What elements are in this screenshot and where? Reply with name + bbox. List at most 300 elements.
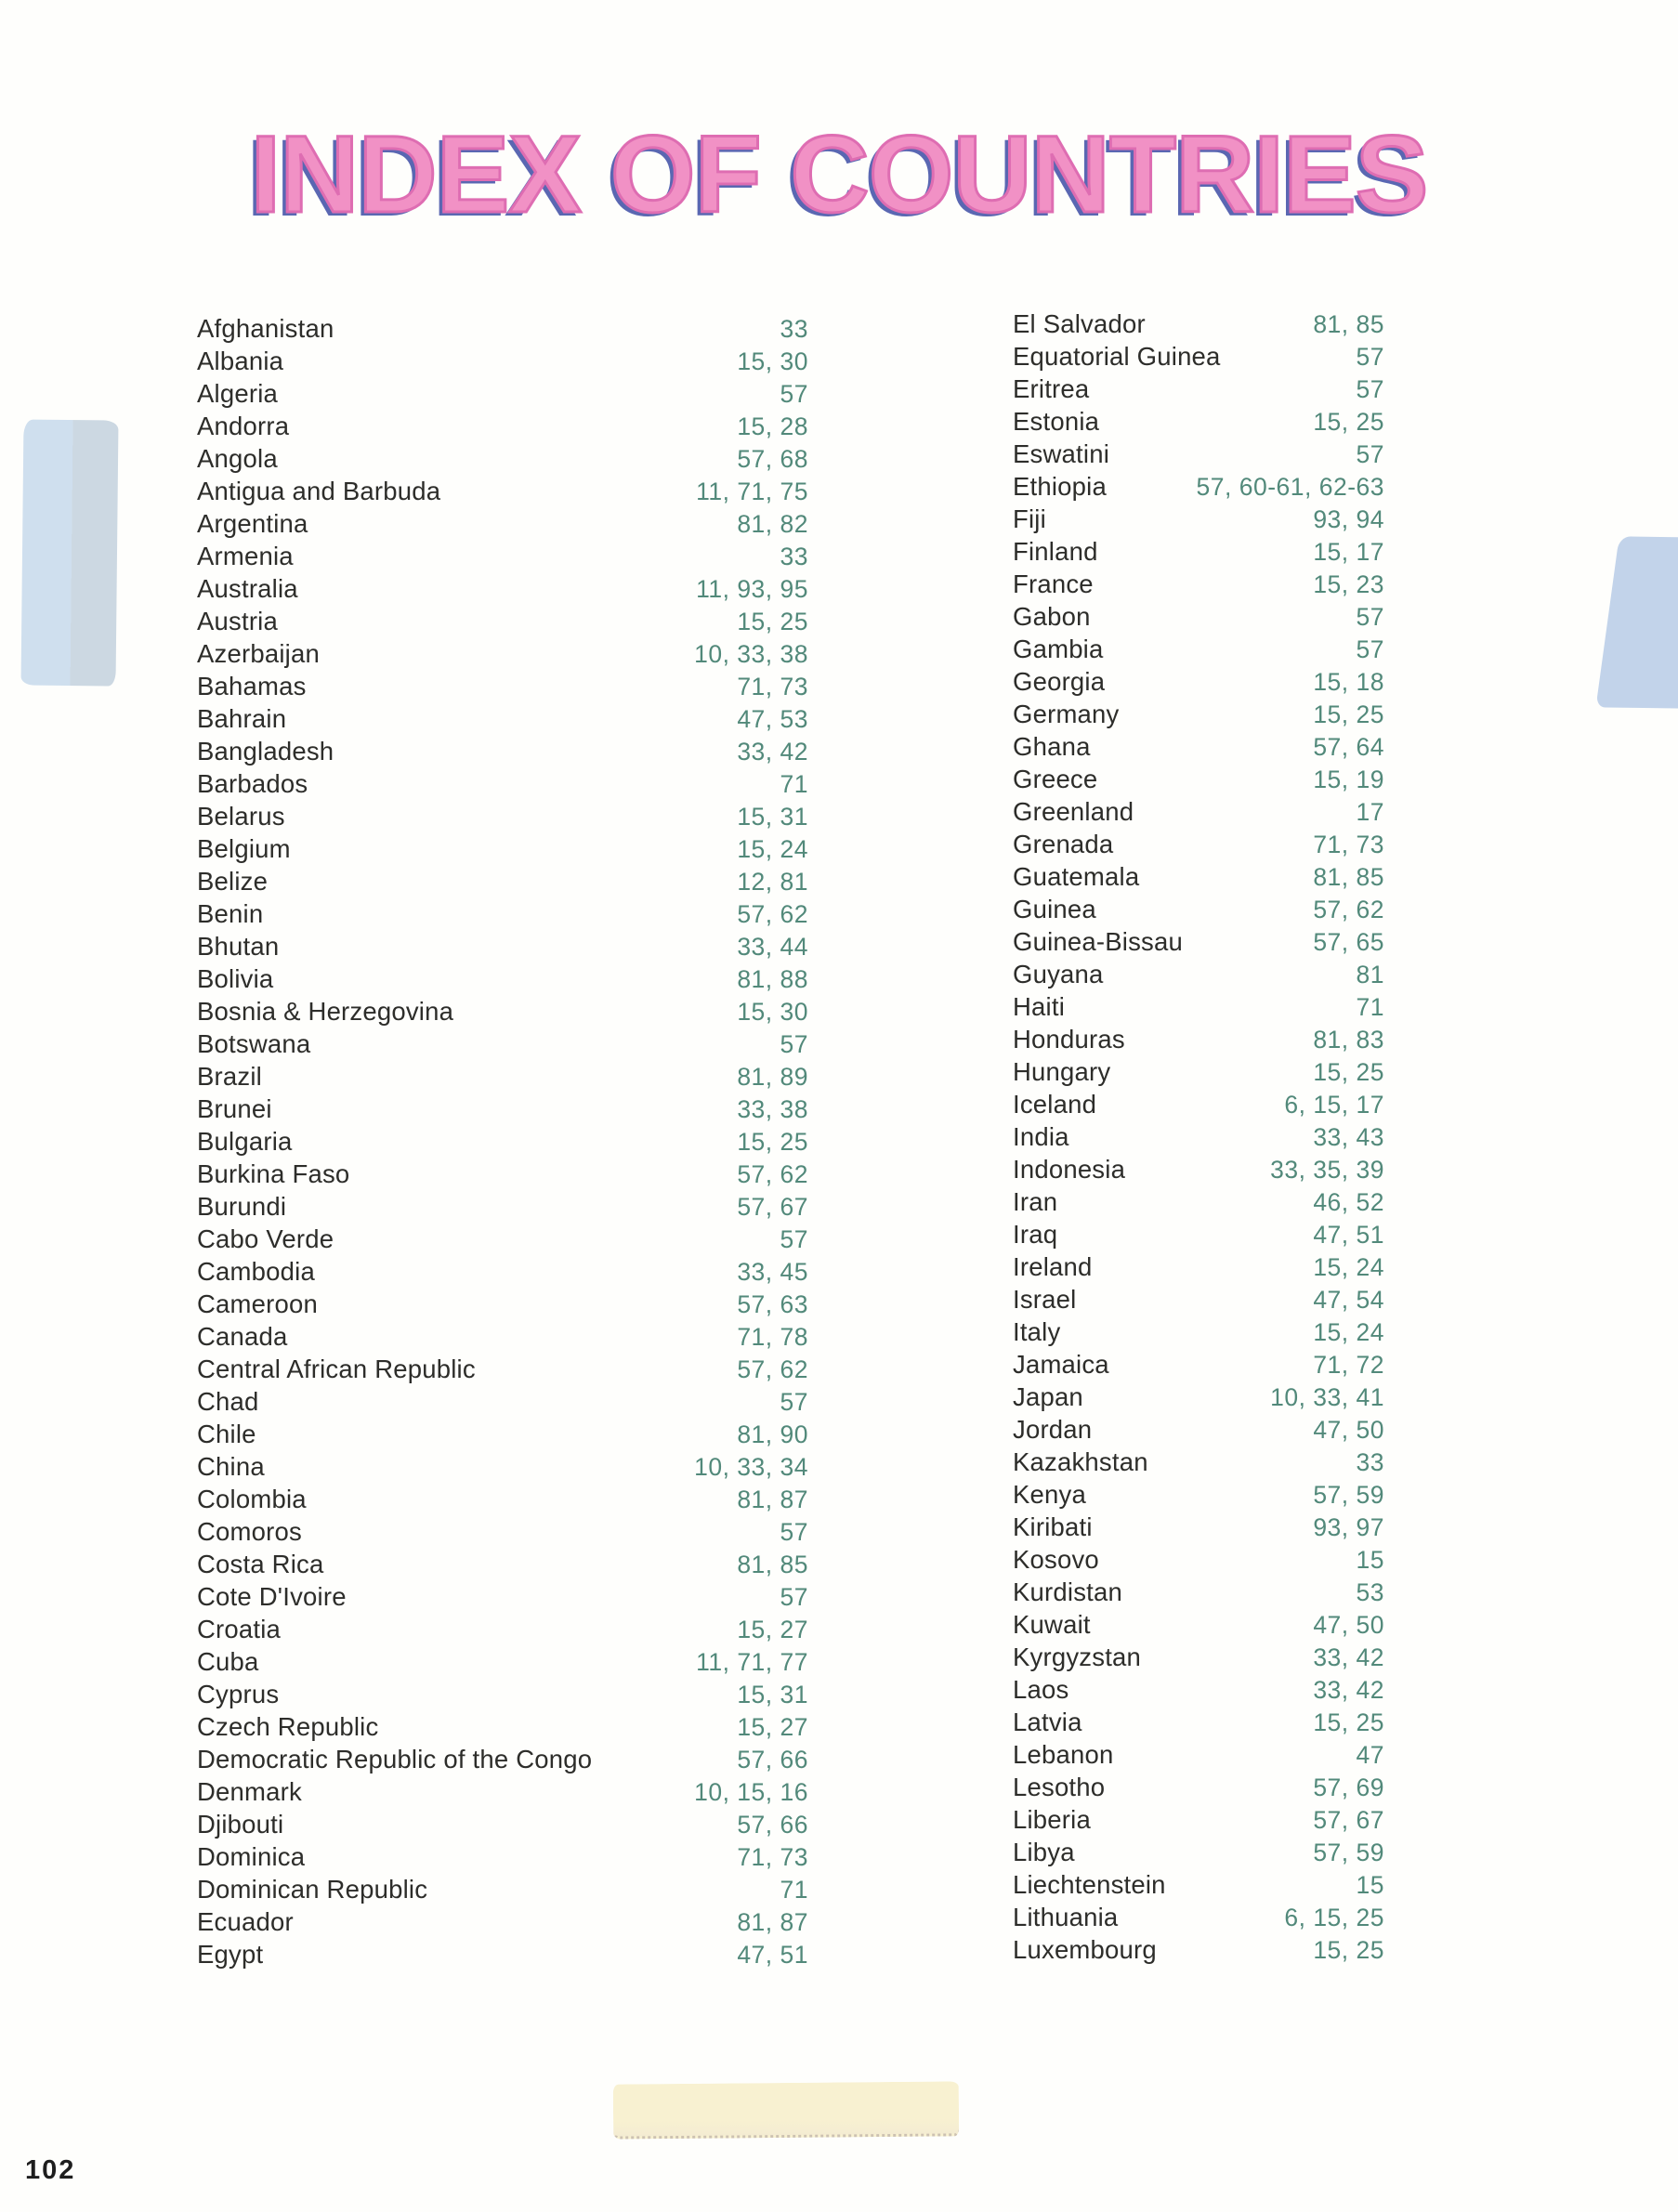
- country-name: Azerbaijan: [197, 639, 320, 668]
- page-numbers: 57: [780, 1225, 808, 1253]
- page-numbers: 57, 65: [1313, 928, 1384, 956]
- country-name: Kosovo: [1013, 1545, 1099, 1574]
- index-row: [197, 345, 808, 377]
- country-name: Italy: [1013, 1317, 1061, 1346]
- page-numbers: 33, 35, 39: [1270, 1156, 1384, 1184]
- country-name: Costa Rica: [197, 1550, 324, 1578]
- page-numbers: 15, 25: [1313, 408, 1384, 436]
- index-row: [1013, 1803, 1384, 1836]
- index-row: [1013, 1933, 1384, 1966]
- country-name: Estonia: [1013, 407, 1100, 436]
- page-numbers: 15, 17: [1313, 538, 1384, 566]
- page-numbers: 15, 28: [737, 412, 808, 440]
- country-name: Guyana: [1013, 960, 1104, 988]
- index-row: [1013, 1120, 1384, 1153]
- index-row: [1013, 438, 1384, 470]
- index-row: [197, 962, 808, 995]
- index-row: [197, 930, 808, 962]
- country-name: Botswana: [197, 1029, 311, 1058]
- country-name: Burkina Faso: [197, 1159, 350, 1188]
- country-name: Burundi: [197, 1192, 287, 1221]
- page-numbers: 57, 59: [1313, 1481, 1384, 1509]
- index-row: [1013, 1543, 1384, 1576]
- index-row: [197, 995, 808, 1027]
- country-name: Kurdistan: [1013, 1577, 1122, 1606]
- index-row: [1013, 925, 1384, 958]
- index-row: [197, 735, 808, 767]
- page-numbers: 81, 85: [737, 1551, 808, 1578]
- page-number: 102: [25, 2155, 76, 2185]
- index-row: [1013, 1055, 1384, 1088]
- index-row: [197, 540, 808, 572]
- index-row: [1013, 1348, 1384, 1381]
- country-name: Ireland: [1013, 1252, 1093, 1281]
- country-name: Eritrea: [1013, 374, 1090, 403]
- country-name: Laos: [1013, 1675, 1069, 1704]
- country-name: Belgium: [197, 834, 291, 863]
- country-name: Chile: [197, 1420, 256, 1448]
- country-name: Greece: [1013, 765, 1098, 793]
- page-numbers: 57: [780, 1518, 808, 1546]
- country-name: Andorra: [197, 412, 290, 440]
- page-numbers: 33, 45: [737, 1258, 808, 1286]
- country-name: Kuwait: [1013, 1610, 1091, 1639]
- index-row: [197, 1223, 808, 1255]
- page-numbers: 57: [780, 380, 808, 408]
- page-numbers: 15: [1356, 1546, 1384, 1574]
- index-row: [1013, 1641, 1384, 1673]
- page-numbers: 15, 25: [737, 608, 808, 635]
- page-numbers: 33: [1356, 1448, 1384, 1476]
- country-name: Denmark: [197, 1777, 302, 1806]
- index-row: [1013, 1381, 1384, 1413]
- index-row: [1013, 1413, 1384, 1446]
- index-row: [1013, 1478, 1384, 1511]
- country-name: Hungary: [1013, 1057, 1111, 1086]
- page-numbers: 15, 30: [737, 347, 808, 375]
- index-row: [197, 1645, 808, 1678]
- country-name: Cyprus: [197, 1680, 280, 1708]
- page-numbers: 33, 44: [737, 933, 808, 961]
- index-row: [1013, 730, 1384, 763]
- page-numbers: 57: [1356, 635, 1384, 663]
- index-row: [1013, 1185, 1384, 1218]
- country-name: Gambia: [1013, 635, 1104, 663]
- index-row: [197, 605, 808, 637]
- page-numbers: 57: [1356, 603, 1384, 631]
- index-row: [197, 1580, 808, 1613]
- page-numbers: 81, 89: [737, 1063, 808, 1091]
- page-numbers: 57, 69: [1313, 1774, 1384, 1801]
- index-row: [197, 1483, 808, 1515]
- country-name: Japan: [1013, 1382, 1083, 1411]
- page-numbers: 47, 50: [1313, 1611, 1384, 1639]
- index-row: [1013, 665, 1384, 698]
- index-row: [1013, 1706, 1384, 1738]
- index-row: [197, 1548, 808, 1580]
- index-row: [1013, 600, 1384, 633]
- country-name: Germany: [1013, 700, 1120, 728]
- page-numbers: 15: [1356, 1871, 1384, 1899]
- country-name: Democratic Republic of the Congo: [197, 1745, 593, 1774]
- country-name: Barbados: [197, 769, 308, 798]
- index-row: [197, 410, 808, 442]
- index-row: [1013, 1673, 1384, 1706]
- country-name: Ghana: [1013, 732, 1091, 761]
- index-row: [1013, 860, 1384, 893]
- page-numbers: 15, 18: [1313, 668, 1384, 696]
- index-row: [197, 637, 808, 670]
- country-name: Guatemala: [1013, 862, 1140, 891]
- page-numbers: 93, 97: [1313, 1513, 1384, 1541]
- index-row: [1013, 828, 1384, 860]
- page-numbers: 33, 38: [737, 1095, 808, 1123]
- country-name: Afghanistan: [197, 314, 334, 343]
- index-row: [197, 442, 808, 475]
- page-numbers: 57, 62: [737, 1355, 808, 1383]
- index-row: [1013, 1283, 1384, 1315]
- page-numbers: 81, 82: [737, 510, 808, 538]
- page-numbers: 10, 33, 38: [694, 640, 808, 668]
- country-name: Cuba: [197, 1647, 259, 1676]
- country-name: Iran: [1013, 1187, 1058, 1216]
- index-row: [1013, 1250, 1384, 1283]
- page-numbers: 47, 50: [1313, 1416, 1384, 1444]
- page-title: INDEX OF COUNTRIES: [250, 113, 1428, 236]
- index-row: [1013, 990, 1384, 1023]
- country-name: Equatorial Guinea: [1013, 342, 1221, 371]
- index-row: [197, 507, 808, 540]
- country-name: Lithuania: [1013, 1903, 1119, 1931]
- country-name: Algeria: [197, 379, 279, 408]
- index-row: [1013, 568, 1384, 600]
- page-numbers: 81, 83: [1313, 1026, 1384, 1054]
- page-numbers: 81, 87: [737, 1486, 808, 1513]
- index-row: [1013, 633, 1384, 665]
- page-numbers: 46, 52: [1313, 1188, 1384, 1216]
- index-row: [1013, 373, 1384, 405]
- country-name: Ecuador: [197, 1907, 294, 1936]
- country-name: Luxembourg: [1013, 1935, 1157, 1964]
- country-name: Argentina: [197, 509, 308, 538]
- page-numbers: 15, 25: [737, 1128, 808, 1156]
- index-row: [197, 1093, 808, 1125]
- country-name: Kyrgyzstan: [1013, 1643, 1142, 1671]
- watercolor-wash-yellow: [613, 2081, 960, 2139]
- country-name: Latvia: [1013, 1708, 1082, 1736]
- index-row: [1013, 1868, 1384, 1901]
- index-row: [197, 377, 808, 410]
- country-name: Lebanon: [1013, 1740, 1114, 1769]
- page-numbers: 57, 60-61, 62-63: [1196, 473, 1384, 501]
- index-row: [197, 1353, 808, 1385]
- country-name: Armenia: [197, 542, 294, 570]
- country-name: Canada: [197, 1322, 288, 1351]
- index-row: [197, 865, 808, 897]
- page-numbers: 57, 62: [737, 900, 808, 928]
- index-row: [1013, 1511, 1384, 1543]
- country-name: Jamaica: [1013, 1350, 1109, 1379]
- page-numbers: 57, 62: [1313, 896, 1384, 923]
- index-row: [197, 1743, 808, 1775]
- index-row: [1013, 958, 1384, 990]
- page-numbers: 10, 15, 16: [694, 1778, 808, 1806]
- page-numbers: 81, 90: [737, 1420, 808, 1448]
- country-name: Kenya: [1013, 1480, 1086, 1509]
- country-name: Comoros: [197, 1517, 302, 1546]
- page-numbers: 11, 71, 77: [696, 1648, 808, 1676]
- country-name: Central African Republic: [197, 1355, 476, 1383]
- index-row: [1013, 1315, 1384, 1348]
- page-numbers: 15, 30: [737, 998, 808, 1026]
- page-numbers: 81: [1356, 961, 1384, 988]
- index-row: [197, 1418, 808, 1450]
- page-numbers: 47, 54: [1313, 1286, 1384, 1314]
- page-numbers: 71: [780, 770, 808, 798]
- index-row: [197, 1873, 808, 1905]
- index-row: [197, 1938, 808, 1970]
- page-numbers: 71, 72: [1313, 1351, 1384, 1379]
- index-row: [197, 1060, 808, 1093]
- country-name: Antigua and Barbuda: [197, 477, 441, 505]
- country-name: Angola: [197, 444, 278, 473]
- country-name: Croatia: [197, 1615, 282, 1643]
- index-row: [197, 1613, 808, 1645]
- country-name: Cabo Verde: [197, 1224, 334, 1253]
- page-numbers: 6, 15, 17: [1284, 1091, 1384, 1119]
- country-name: Georgia: [1013, 667, 1106, 696]
- index-row: [1013, 795, 1384, 828]
- page-numbers: 81, 88: [737, 965, 808, 993]
- page-numbers: 57, 66: [737, 1811, 808, 1839]
- page-numbers: 57, 67: [1313, 1806, 1384, 1834]
- country-name: Guinea-Bissau: [1013, 927, 1183, 956]
- index-row: [197, 897, 808, 930]
- page-numbers: 57, 59: [1313, 1839, 1384, 1866]
- country-name: El Salvador: [1013, 309, 1146, 338]
- page-numbers: 71, 78: [737, 1323, 808, 1351]
- country-name: Iceland: [1013, 1090, 1097, 1119]
- index-row: [197, 1710, 808, 1743]
- country-name: Iraq: [1013, 1220, 1058, 1249]
- page-numbers: 15, 24: [1313, 1253, 1384, 1281]
- index-row: [197, 1125, 808, 1158]
- country-name: Kiribati: [1013, 1512, 1093, 1541]
- country-name: Ethiopia: [1013, 472, 1107, 501]
- index-row: [197, 1515, 808, 1548]
- country-name: Bahamas: [197, 672, 307, 700]
- page-numbers: 81, 87: [737, 1908, 808, 1936]
- index-row: [197, 1808, 808, 1840]
- country-name: Australia: [197, 574, 298, 603]
- index-row: [197, 1255, 808, 1288]
- page-numbers: 57, 64: [1313, 733, 1384, 761]
- page-numbers: 57, 63: [737, 1290, 808, 1318]
- index-row: [197, 670, 808, 702]
- index-row: [197, 767, 808, 800]
- page-numbers: 10, 33, 41: [1270, 1383, 1384, 1411]
- country-name: Kazakhstan: [1013, 1447, 1148, 1476]
- country-name: Liechtenstein: [1013, 1870, 1166, 1899]
- index-row: [197, 312, 808, 345]
- page-numbers: 57, 67: [737, 1193, 808, 1221]
- index-row: [197, 832, 808, 865]
- page-numbers: 47: [1356, 1741, 1384, 1769]
- page-numbers: 71, 73: [737, 1843, 808, 1871]
- page-numbers: 33, 42: [1313, 1676, 1384, 1704]
- page-numbers: 11, 93, 95: [696, 575, 808, 603]
- index-row: [197, 1840, 808, 1873]
- page-numbers: 71, 73: [1313, 831, 1384, 858]
- country-name: Austria: [197, 607, 278, 635]
- index-row: [1013, 308, 1384, 340]
- country-name: Indonesia: [1013, 1155, 1126, 1184]
- country-name: Haiti: [1013, 992, 1066, 1021]
- country-name: Cameroon: [197, 1289, 318, 1318]
- page-numbers: 15, 27: [737, 1616, 808, 1643]
- index-row: [197, 1027, 808, 1060]
- country-name: Belize: [197, 867, 269, 896]
- country-name: Bulgaria: [197, 1127, 293, 1156]
- country-name: Albania: [197, 347, 284, 375]
- index-row: [197, 1385, 808, 1418]
- page-numbers: 47, 53: [737, 705, 808, 733]
- index-row: [197, 1775, 808, 1808]
- country-name: Jordan: [1013, 1415, 1093, 1444]
- page-numbers: 57, 62: [737, 1160, 808, 1188]
- page-numbers: 17: [1356, 798, 1384, 826]
- page-numbers: 57, 68: [737, 445, 808, 473]
- country-name: Honduras: [1013, 1025, 1125, 1054]
- index-row: [1013, 503, 1384, 535]
- country-name: Dominican Republic: [197, 1875, 428, 1904]
- index-row: [1013, 470, 1384, 503]
- index-row: [197, 475, 808, 507]
- index-row: [197, 572, 808, 605]
- page-numbers: 15, 25: [1313, 700, 1384, 728]
- page-numbers: 47, 51: [737, 1941, 808, 1969]
- country-name: Dominica: [197, 1842, 306, 1871]
- page-numbers: 11, 71, 75: [696, 478, 808, 505]
- index-row: [197, 1320, 808, 1353]
- page-numbers: 71: [780, 1876, 808, 1904]
- page-numbers: 15, 24: [1313, 1318, 1384, 1346]
- page-numbers: 57: [780, 1388, 808, 1416]
- index-row: [1013, 763, 1384, 795]
- country-name: Lesotho: [1013, 1773, 1106, 1801]
- country-name: Czech Republic: [197, 1712, 379, 1741]
- index-row: [197, 1158, 808, 1190]
- index-row: [1013, 1608, 1384, 1641]
- index-row: [1013, 340, 1384, 373]
- country-name: Cambodia: [197, 1257, 315, 1286]
- page-numbers: 15, 23: [1313, 570, 1384, 598]
- country-name: Israel: [1013, 1285, 1077, 1314]
- page-numbers: 47, 51: [1313, 1221, 1384, 1249]
- country-name: Cote D'Ivoire: [197, 1582, 347, 1611]
- country-name: Brazil: [197, 1062, 262, 1091]
- country-name: Libya: [1013, 1838, 1075, 1866]
- index-row: [197, 1450, 808, 1483]
- page-numbers: 33: [780, 543, 808, 570]
- index-row: [1013, 1836, 1384, 1868]
- country-name: Bangladesh: [197, 737, 334, 766]
- page-numbers: 93, 94: [1313, 505, 1384, 533]
- page-numbers: 15, 27: [737, 1713, 808, 1741]
- country-name: Colombia: [197, 1485, 307, 1513]
- page-numbers: 12, 81: [737, 868, 808, 896]
- page-numbers: 15, 24: [737, 835, 808, 863]
- country-name: Liberia: [1013, 1805, 1091, 1834]
- country-name: Grenada: [1013, 830, 1114, 858]
- country-name: Gabon: [1013, 602, 1091, 631]
- watercolor-wash-right: [1596, 536, 1678, 708]
- index-row: [1013, 535, 1384, 568]
- page-numbers: 15, 31: [737, 803, 808, 831]
- page-numbers: 15, 31: [737, 1681, 808, 1708]
- page-numbers: 81, 85: [1313, 310, 1384, 338]
- index-row: [1013, 1738, 1384, 1771]
- page-numbers: 10, 33, 34: [694, 1453, 808, 1481]
- index-row: [1013, 1771, 1384, 1803]
- country-name: Eswatini: [1013, 439, 1109, 468]
- page-numbers: 6, 15, 25: [1284, 1904, 1384, 1931]
- page-numbers: 33: [780, 315, 808, 343]
- index-row: [197, 800, 808, 832]
- index-row: [1013, 1576, 1384, 1608]
- page-numbers: 15, 25: [1313, 1058, 1384, 1086]
- page-numbers: 15, 25: [1313, 1708, 1384, 1736]
- page-numbers: 57: [1356, 375, 1384, 403]
- page-numbers: 53: [1356, 1578, 1384, 1606]
- country-name: Chad: [197, 1387, 259, 1416]
- index-row: [197, 702, 808, 735]
- country-name: France: [1013, 569, 1094, 598]
- country-name: China: [197, 1452, 265, 1481]
- country-name: Bolivia: [197, 964, 274, 993]
- country-name: Bhutan: [197, 932, 280, 961]
- country-name: Fiji: [1013, 504, 1046, 533]
- index-column-left: [197, 312, 808, 1970]
- index-row: [1013, 698, 1384, 730]
- country-name: Egypt: [197, 1940, 264, 1969]
- page-numbers: 57: [1356, 343, 1384, 371]
- country-name: Bosnia & Herzegovina: [197, 997, 454, 1026]
- page-numbers: 57: [1356, 440, 1384, 468]
- page-numbers: 57: [780, 1030, 808, 1058]
- page-numbers: 57: [780, 1583, 808, 1611]
- index-row: [1013, 405, 1384, 438]
- index-row: [1013, 1901, 1384, 1933]
- page-numbers: 57, 66: [737, 1746, 808, 1774]
- country-name: Greenland: [1013, 797, 1134, 826]
- index-row: [1013, 1023, 1384, 1055]
- index-row: [197, 1190, 808, 1223]
- page-numbers: 71: [1356, 993, 1384, 1021]
- country-name: Brunei: [197, 1094, 272, 1123]
- country-name: Belarus: [197, 802, 285, 831]
- watercolor-wash-left: [21, 419, 119, 686]
- page-numbers: 33, 43: [1313, 1123, 1384, 1151]
- page-numbers: 15, 19: [1313, 766, 1384, 793]
- country-name: Guinea: [1013, 895, 1096, 923]
- index-row: [197, 1905, 808, 1938]
- country-name: Bahrain: [197, 704, 287, 733]
- page-numbers: 15, 25: [1313, 1936, 1384, 1964]
- page-numbers: 33, 42: [737, 738, 808, 766]
- page-numbers: 71, 73: [737, 673, 808, 700]
- country-name: India: [1013, 1122, 1069, 1151]
